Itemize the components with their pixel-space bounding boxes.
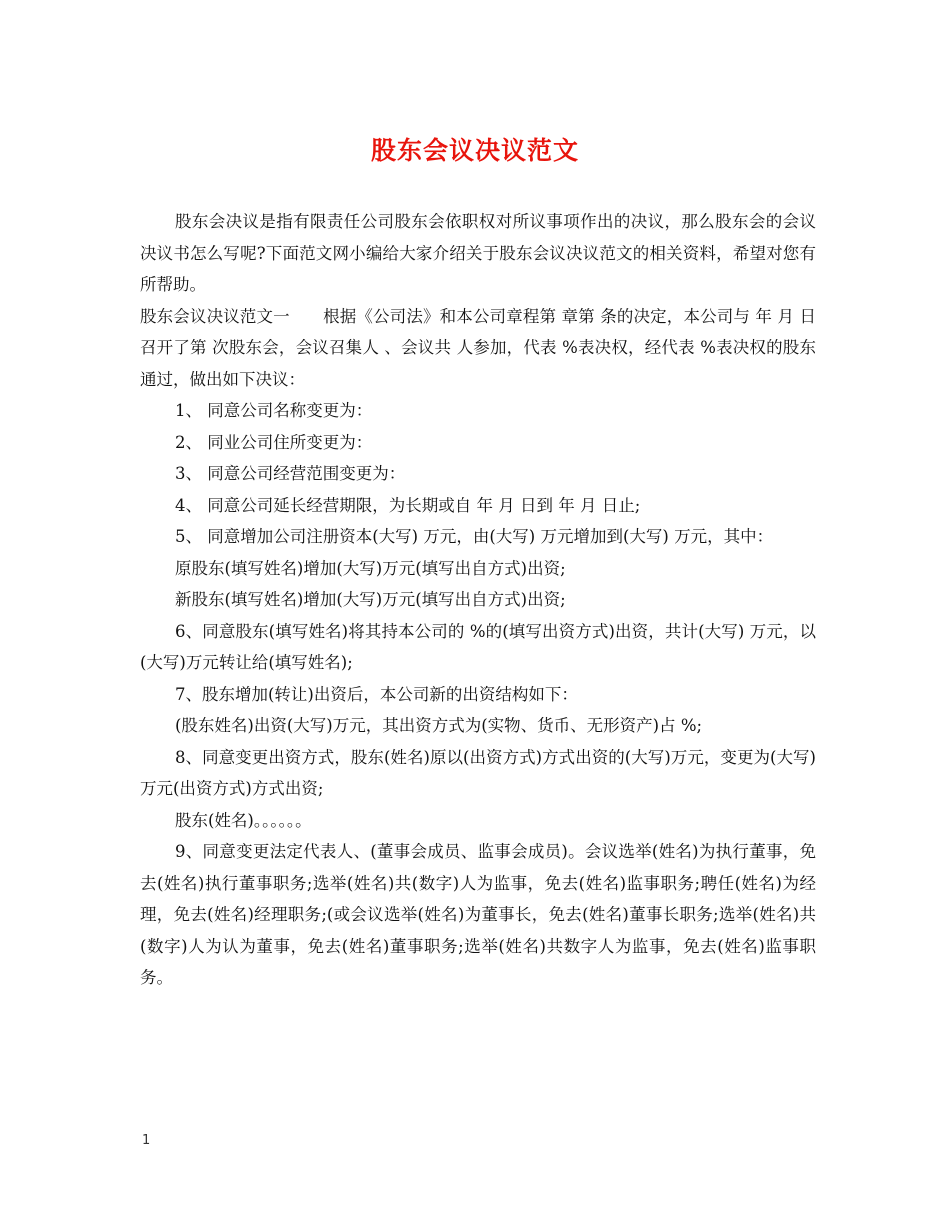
original-shareholder-line: 原股东(填写姓名)增加(大写)万元(填写出自方式)出资; bbox=[175, 558, 566, 578]
capital-structure-line: (股东姓名)出资(大写)万元，其出资方式为(实物、货币、无形资产)占 %; bbox=[175, 716, 703, 735]
document-body bbox=[140, 206, 816, 994]
resolution-item-3: 3、 同意公司经营范围变更为： bbox=[175, 464, 406, 483]
new-shareholder-line: 新股东(填写姓名)增加(大写)万元(填写出自方式)出资; bbox=[175, 590, 566, 609]
resolution-item-8: 8、同意变更出资方式，股东(姓名)原以(出资方式)方式出资的(大写)万元，变更为(大写)万元(出资方式)方式出资; bbox=[140, 747, 816, 798]
resolution-item-1: 1、 同意公司名称变更为： bbox=[175, 401, 373, 420]
resolution-item-7: 7、股东增加(转让)出资后，本公司新的出资结构如下： bbox=[175, 684, 578, 704]
resolution-item-5: 5、 同意增加公司注册资本(大写) 万元，由(大写) 万元增加到(大写) 万元，其中： bbox=[175, 527, 774, 546]
page-number: 1 bbox=[142, 1133, 151, 1148]
document-title: 股东会议决议范文 bbox=[370, 136, 579, 165]
resolution-item-4: 4、 同意公司延长经营期限，为长期或自 年 月 日到 年 月 日止; bbox=[175, 495, 641, 515]
resolution-item-9: 9、同意变更法定代表人、(董事会成员、监事会成员)。会议选举(姓名)为执行董事，免去(姓名)执行董事职务;选举(姓名)共(数字)人为监事，免去(姓名)监事职务;聘任(姓名)为经理，免去(姓名)经理职务;(或会议选举(姓名)为董事长，免去(姓名)董事长职务;选举(姓名)共(数字)人为认为董事，免去(姓名)董事职务;选举(姓名)共数字人为监事，免去(姓名)监事职务。 bbox=[140, 842, 816, 987]
paragraph-example-one: 股东会议决议范文一 根据《公司法》和本公司章程第 章第 条的决定，本公司与 年 月 日召开了第 次股东会，会议召集人 、会议共 人参加，代表 %表决权，经代表 %表决权的股东通过，做出如下决议： bbox=[140, 306, 816, 389]
paragraph-intro: 股东会决议是指有限责任公司股东会依职权对所议事项作出的决议，那么股东会的会议决议书怎么写呢?下面范文网小编给大家介绍关于股东会议决议范文的相关资料，希望对您有所帮助。 bbox=[140, 212, 816, 294]
resolution-item-6: 6、同意股东(填写姓名)将其持本公司的 %的(填写出资方式)出资，共计(大写) 万元，以(大写)万元转让给(填写姓名); bbox=[140, 621, 816, 672]
shareholder-name-line: 股东(姓名)。。。。。。 bbox=[175, 810, 312, 830]
resolution-item-2: 2、 同业公司住所变更为： bbox=[175, 432, 373, 452]
